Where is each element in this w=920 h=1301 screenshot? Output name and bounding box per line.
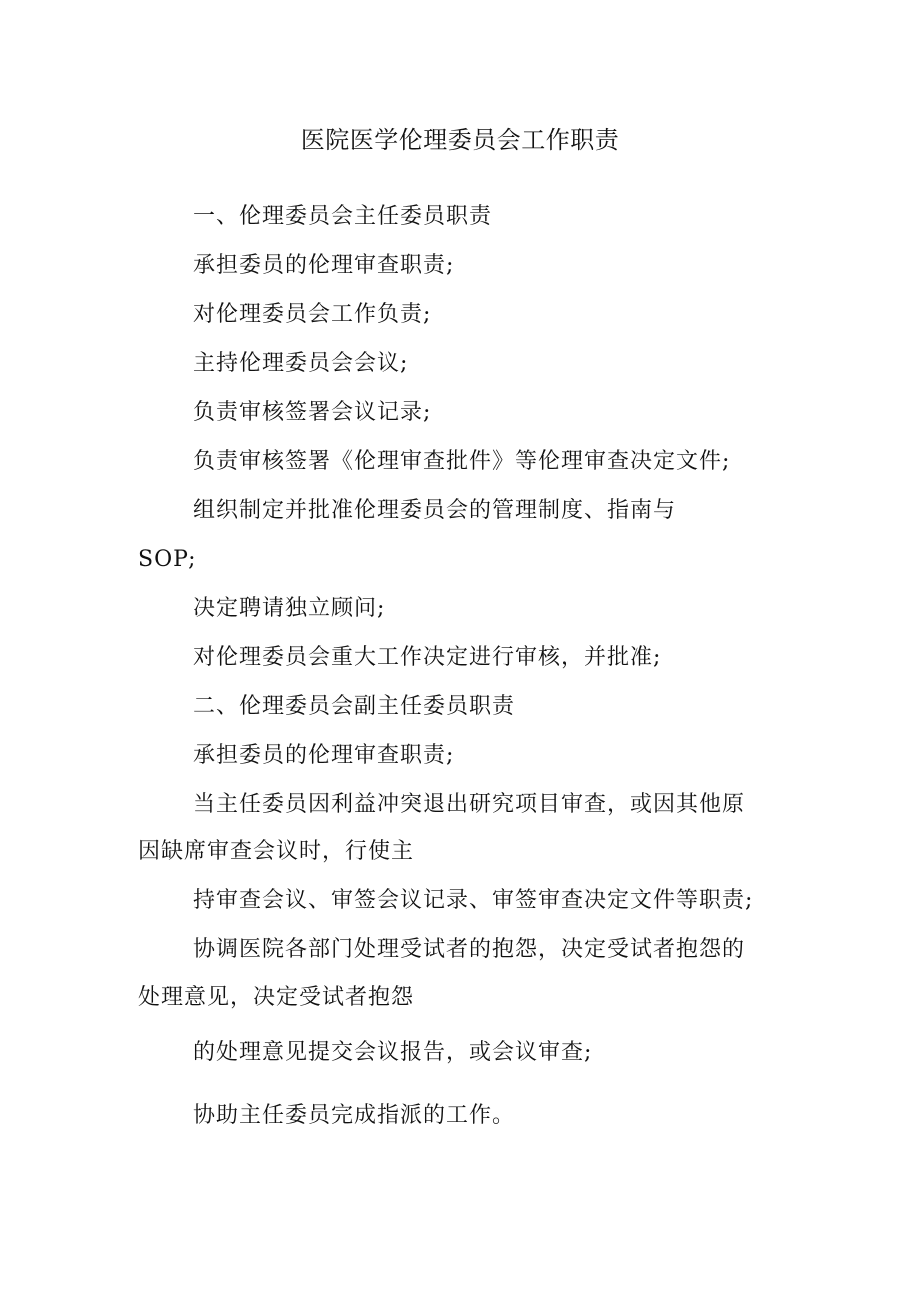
document-title: 医院医学伦理委员会工作职责 — [300, 126, 620, 154]
text-line: 的处理意见提交会议报告，或会议审查; — [193, 1040, 593, 1065]
text-line: 处理意见，决定受试者抱怨 — [138, 985, 415, 1010]
text-line: 持审查会议、审签会议记录、审签审查决定文件等职责; — [193, 888, 754, 913]
text-line: SOP; — [138, 547, 197, 572]
text-line: 协调医院各部门处理受试者的抱怨，决定受试者抱怨的 — [193, 937, 746, 962]
text-line: 负责审核签署会议记录; — [193, 400, 432, 425]
text-line: 当主任委员因利益冲突退出研究项目审查，或因其他原 — [193, 792, 746, 817]
text-line: 对伦理委员会工作负责; — [193, 302, 432, 327]
text-line: 对伦理委员会重大工作决定进行审核，并批准; — [193, 645, 662, 670]
text-line: 组织制定并批准伦理委员会的管理制度、指南与 — [193, 498, 677, 523]
text-line: 负责审核签署《伦理审查批件》等伦理审查决定文件; — [193, 449, 731, 474]
section-heading-vice-director: 二、伦理委员会副主任委员职责 — [193, 694, 516, 719]
text-line: 协助主任委员完成指派的工作。 — [193, 1103, 516, 1128]
text-line: 承担委员的伦理审查职责; — [193, 743, 455, 768]
section-heading-director: 一、伦理委员会主任委员职责 — [193, 204, 493, 229]
text-line: 因缺席审查会议时，行使主 — [138, 839, 415, 864]
text-line: 决定聘请独立顾问; — [193, 596, 386, 621]
text-line: 承担委员的伦理审查职责; — [193, 253, 455, 278]
text-line: 主持伦理委员会会议; — [193, 351, 409, 376]
